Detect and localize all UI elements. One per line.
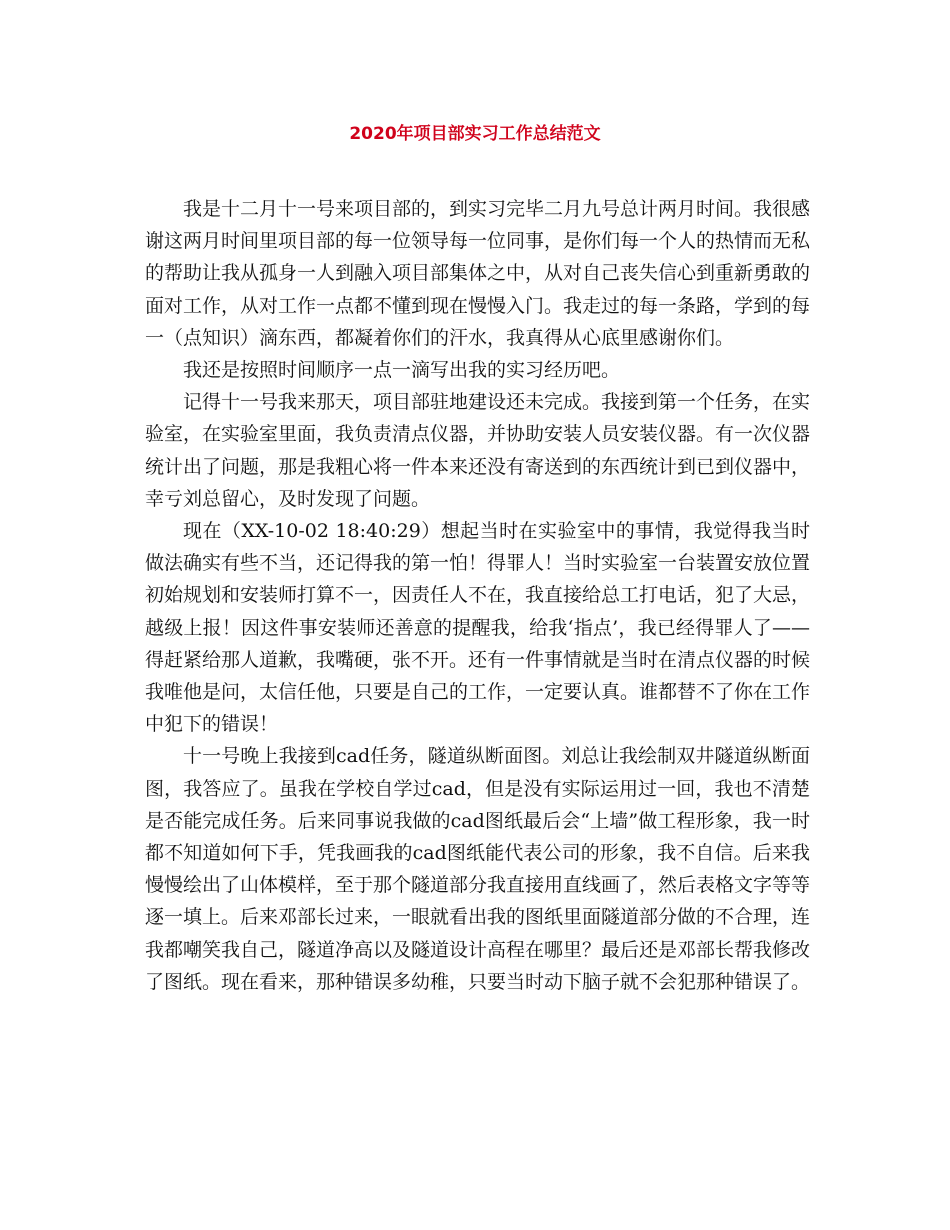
document-title: 2020年项目部实习工作总结范文 (349, 124, 601, 144)
paragraph-first-task: 记得十一号我来那天，项目部驻地建设还未完成。我接到第一个任务，在实验室，在实验室里面，我负责清点仪器，并协助安装人员安装仪器。有一次仪器统计出了问题，那是我粗心将一件本来还没有寄送到的东西统计到已到仪器中，幸亏刘总留心，及时发现了问题。 (145, 391, 811, 510)
document-body (145, 193, 810, 998)
paragraph-intro: 我是十二月十一号来项目部的，到实习完毕二月九号总计两月时间。我很感谢这两月时间里项目部的每一位领导每一位同事，是你们每一个人的热情而无私的帮助让我从孤身一人到融入项目部集体之中，从对自己丧失信心到重新勇敢的面对工作，从对工作一点都不懂到现在慢慢入门。我走过的每一条路，学到的每一（点知识）滴东西，都凝着你们的汗水，我真得从心底里感谢你们。 (145, 198, 811, 349)
paragraph-cad-task: 十一号晚上我接到cad任务，隧道纵断面图。刘总让我绘制双井隧道纵断面图，我答应了。虽我在学校自学过cad，但是没有实际运用过一回，我也不清楚是否能完成任务。后来同事说我做的cad图纸最后会“上墙”做工程形象，我一时都不知道如何下手，凭我画我的cad图纸能代表公司的形象，我不自信。后来我慢慢绘出了山体模样，至于那个隧道部分我直接用直线画了，然后表格文字等等逐一填上。后来邓部长过来，一眼就看出我的图纸里面隧道部分做的不合理，连我都嘲笑我自己，隧道净高以及隧道设计高程在哪里？最后还是邓部长帮我修改了图纸。现在看来，那种错误多幼稚，只要当时动下脑子就不会犯那种错误了。 (145, 745, 811, 993)
paragraph-chronology: 我还是按照时间顺序一点一滴写出我的实习经历吧。 (183, 359, 621, 382)
paragraph-reflection: 现在（XX-10-02 18:40:29）想起当时在实验室中的事情，我觉得我当时做法确实有些不当，还记得我的第一怕！得罪人！当时实验室一台装置安放位置初始规划和安装师打算不一，因责任人不在，我直接给总工打电话，犯了大忌，越级上报！因这件事安装师还善意的提醒我，给我‘指点’，我已经得罪人了——得赶紧给那人道歉，我嘴硬，张不开。还有一件事情就是当时在清点仪器的时候我唯他是问，太信任他，只要是自己的工作，一定要认真。谁都替不了你在工作中犯下的错误！ (145, 520, 811, 736)
